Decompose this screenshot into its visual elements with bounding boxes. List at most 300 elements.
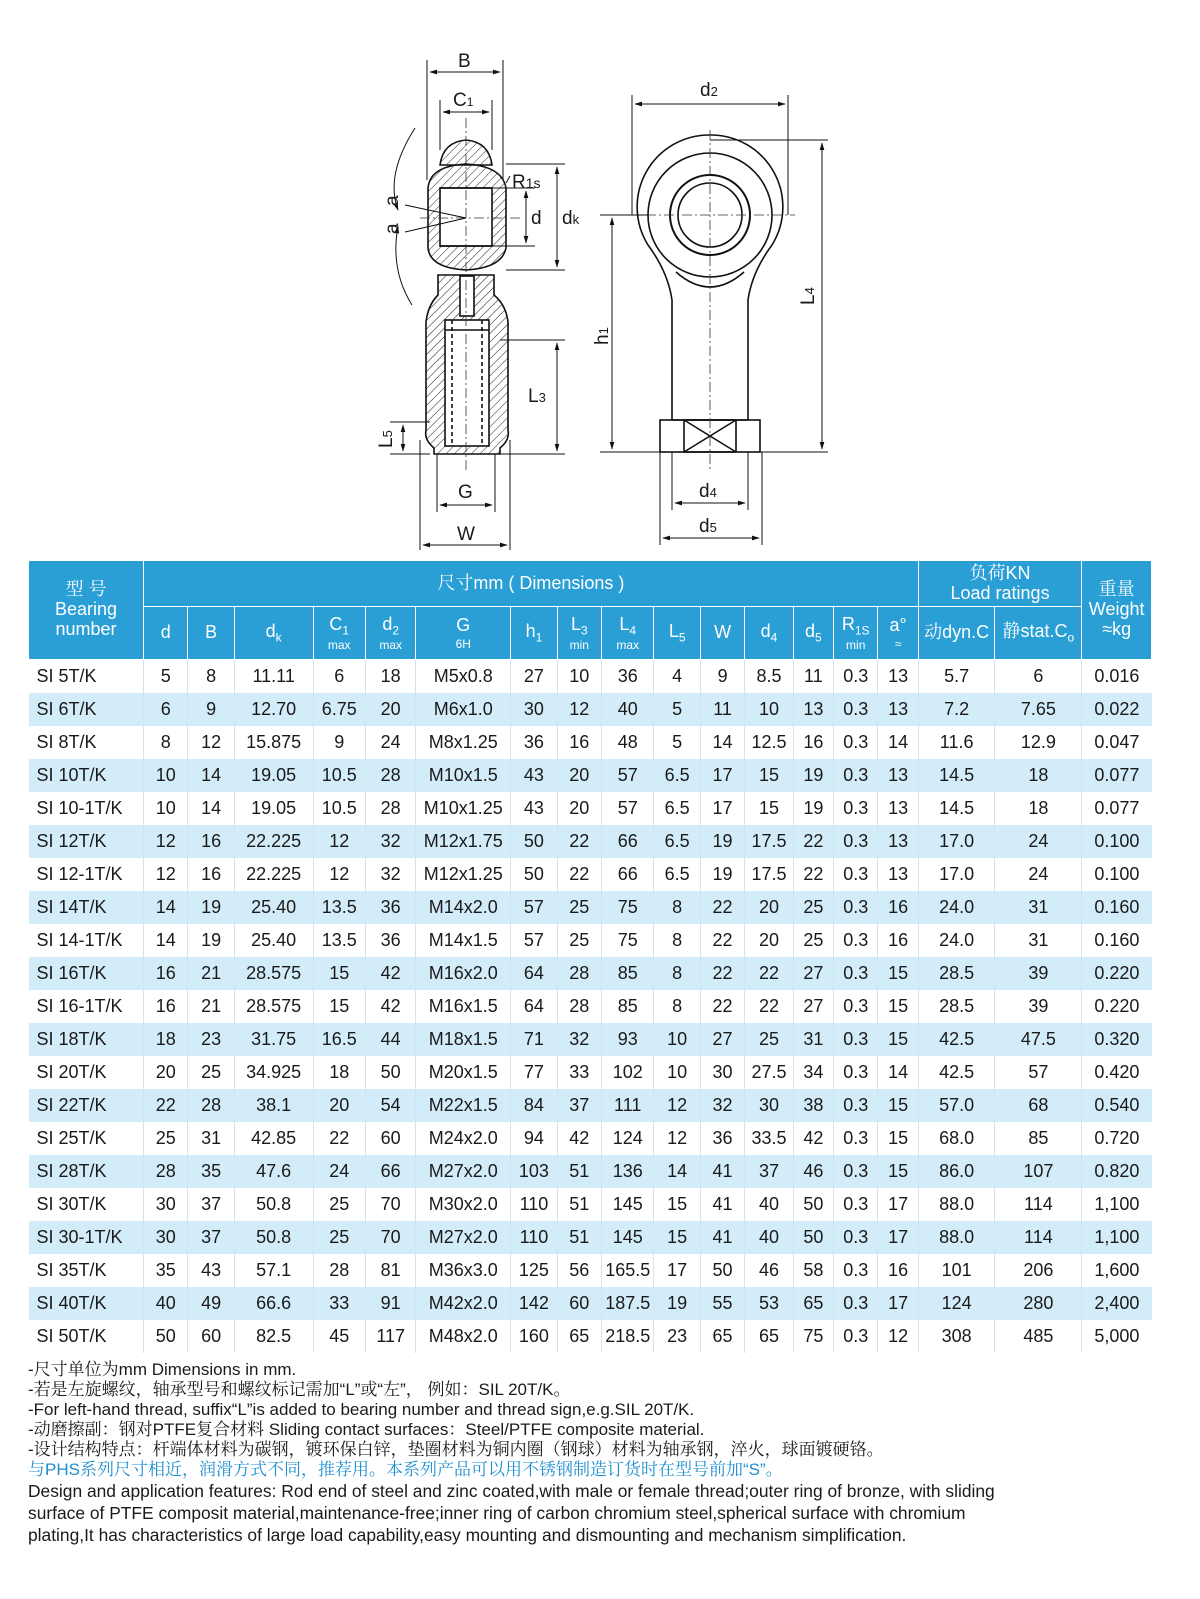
table-cell: 0.3 <box>834 1089 878 1122</box>
table-cell: 0.820 <box>1082 1155 1152 1188</box>
table-cell: 0.022 <box>1082 693 1152 726</box>
table-cell: 12 <box>144 825 188 858</box>
table-row <box>29 990 1152 1023</box>
table-cell: 57.1 <box>234 1254 313 1287</box>
table-row <box>29 1221 1152 1254</box>
table-cell: M14x2.0 <box>416 891 511 924</box>
table-cell: 14 <box>878 1056 918 1089</box>
table-cell: 25 <box>745 1023 793 1056</box>
table-cell: 0.3 <box>834 1221 878 1254</box>
table-cell: 41 <box>700 1155 744 1188</box>
bearing-number-cell: SI 28T/K <box>29 1155 144 1188</box>
table-cell: 0.3 <box>834 792 878 825</box>
table-cell: M6x1.0 <box>416 693 511 726</box>
table-cell: 6 <box>313 660 365 694</box>
table-cell: 53 <box>745 1287 793 1320</box>
table-cell: M42x2.0 <box>416 1287 511 1320</box>
table-cell: 68 <box>995 1089 1082 1122</box>
table-cell: 20 <box>745 891 793 924</box>
col-d4: $d_4$ <box>745 607 793 660</box>
table-cell: 75 <box>602 891 654 924</box>
table-cell: 187.5 <box>602 1287 654 1320</box>
table-cell: 15 <box>878 1155 918 1188</box>
table-cell: M12x1.25 <box>416 858 511 891</box>
table-cell: 40 <box>745 1188 793 1221</box>
table-cell: 0.3 <box>834 1023 878 1056</box>
table-cell: 2,400 <box>1082 1287 1152 1320</box>
table-cell: 136 <box>602 1155 654 1188</box>
table-cell: 27 <box>793 957 833 990</box>
table-cell: 24.0 <box>918 891 995 924</box>
table-cell: 20 <box>313 1089 365 1122</box>
table-cell: 165.5 <box>602 1254 654 1287</box>
table-cell: 51 <box>557 1155 601 1188</box>
table-cell: 35 <box>188 1155 234 1188</box>
note-units: -尺寸单位为mm Dimensions in mm. <box>28 1360 297 1379</box>
table-cell: 124 <box>602 1122 654 1155</box>
table-cell: 25 <box>793 891 833 924</box>
table-cell: 0.100 <box>1082 858 1152 891</box>
table-cell: 15 <box>878 1023 918 1056</box>
table-cell: 81 <box>365 1254 415 1287</box>
label-a-bottom: a <box>382 223 403 234</box>
table-row <box>29 1023 1152 1056</box>
table-cell: 16 <box>144 957 188 990</box>
table-cell: 28 <box>365 792 415 825</box>
table-cell: 44 <box>365 1023 415 1056</box>
table-cell: 8 <box>654 957 700 990</box>
table-cell: 0.3 <box>834 1320 878 1353</box>
table-cell: 15 <box>878 1089 918 1122</box>
label-h1: h1 <box>592 327 613 345</box>
table-cell: 86.0 <box>918 1155 995 1188</box>
table-cell: 110 <box>511 1188 557 1221</box>
table-cell: 0.160 <box>1082 891 1152 924</box>
table-cell: 17.0 <box>918 825 995 858</box>
table-cell: 54 <box>365 1089 415 1122</box>
table-cell: 16 <box>878 924 918 957</box>
table-cell: 24 <box>995 858 1082 891</box>
table-cell: 50 <box>793 1188 833 1221</box>
table-cell: 12 <box>654 1122 700 1155</box>
col-L3: $L_3$ min <box>557 607 601 660</box>
table-cell: 0.320 <box>1082 1023 1152 1056</box>
table-cell: 41 <box>700 1221 744 1254</box>
table-cell: 1,100 <box>1082 1188 1152 1221</box>
table-cell: 64 <box>511 957 557 990</box>
label-L3: L3 <box>528 386 546 407</box>
table-cell: M27x2.0 <box>416 1221 511 1254</box>
bearing-number-cell: SI 14-1T/K <box>29 924 144 957</box>
table-cell: 14 <box>654 1155 700 1188</box>
table-cell: M10x1.25 <box>416 792 511 825</box>
table-cell: 23 <box>654 1320 700 1353</box>
table-cell: 88.0 <box>918 1188 995 1221</box>
table-cell: 160 <box>511 1320 557 1353</box>
load-ratings-header: 负荷KN Load ratings <box>918 561 1081 607</box>
col-R1s: $R_{1S}$ min <box>834 607 878 660</box>
table-cell: 5.7 <box>918 660 995 694</box>
table-cell: 27 <box>700 1023 744 1056</box>
table-cell: 15.875 <box>234 726 313 759</box>
table-cell: 28 <box>313 1254 365 1287</box>
table-cell: 17.5 <box>745 825 793 858</box>
table-cell: 49 <box>188 1287 234 1320</box>
table-cell: 17 <box>654 1254 700 1287</box>
table-cell: 23 <box>188 1023 234 1056</box>
table-cell: 10 <box>144 759 188 792</box>
table-cell: 21 <box>188 990 234 1023</box>
table-cell: 16 <box>557 726 601 759</box>
table-cell: 12.5 <box>745 726 793 759</box>
table-cell: 0.720 <box>1082 1122 1152 1155</box>
table-cell: 43 <box>511 759 557 792</box>
table-cell: 17 <box>878 1188 918 1221</box>
table-row <box>29 858 1152 891</box>
table-cell: 82.5 <box>234 1320 313 1353</box>
table-cell: 10.5 <box>313 759 365 792</box>
table-cell: 38 <box>793 1089 833 1122</box>
table-cell: 1,600 <box>1082 1254 1152 1287</box>
table-cell: 85 <box>602 957 654 990</box>
table-cell: 0.077 <box>1082 759 1152 792</box>
table-cell: 22 <box>745 957 793 990</box>
table-cell: 31 <box>995 924 1082 957</box>
table-cell: 12 <box>188 726 234 759</box>
table-cell: 13 <box>878 825 918 858</box>
table-cell: 0.3 <box>834 693 878 726</box>
bearing-number-cell: SI 35T/K <box>29 1254 144 1287</box>
table-cell: 28 <box>557 990 601 1023</box>
table-cell: 30 <box>745 1089 793 1122</box>
bearing-number-cell: SI 16T/K <box>29 957 144 990</box>
note-left-thread-en: -For left-hand thread, suffix“L”is added to bearing number and thread sign,e.g.SIL 20T/K. <box>28 1400 695 1419</box>
col-d2: $d_2$ max <box>365 607 415 660</box>
table-cell: 28 <box>557 957 601 990</box>
table-cell: 14 <box>144 891 188 924</box>
table-cell: 10 <box>654 1023 700 1056</box>
note-recommendation: 与PHS系列尺寸相近，润滑方式不同，推荐用。本系列产品可以用不锈钢制造订货时在型号前加“S”。 <box>28 1460 783 1479</box>
table-cell: 27 <box>511 660 557 694</box>
table-cell: 31 <box>995 891 1082 924</box>
table-cell: 50 <box>511 858 557 891</box>
table-cell: 50.8 <box>234 1221 313 1254</box>
table-cell: 71 <box>511 1023 557 1056</box>
table-cell: 13 <box>878 693 918 726</box>
table-cell: 17 <box>878 1221 918 1254</box>
table-cell: 25 <box>144 1122 188 1155</box>
table-row <box>29 660 1152 694</box>
table-cell: 101 <box>918 1254 995 1287</box>
table-cell: 0.3 <box>834 990 878 1023</box>
table-cell: 10 <box>557 660 601 694</box>
table-cell: 84 <box>511 1089 557 1122</box>
label-B: B <box>458 51 471 72</box>
table-cell: M22x1.5 <box>416 1089 511 1122</box>
table-cell: 13 <box>878 792 918 825</box>
table-cell: 27.5 <box>745 1056 793 1089</box>
table-cell: 31 <box>188 1122 234 1155</box>
table-cell: 0.3 <box>834 1188 878 1221</box>
table-cell: 58 <box>793 1254 833 1287</box>
table-cell: 124 <box>918 1287 995 1320</box>
table-cell: 22 <box>700 891 744 924</box>
table-cell: 103 <box>511 1155 557 1188</box>
table-cell: 85 <box>602 990 654 1023</box>
table-cell: 51 <box>557 1221 601 1254</box>
table-cell: 50 <box>511 825 557 858</box>
table-cell: 6 <box>995 660 1082 694</box>
table-row <box>29 1155 1152 1188</box>
table-cell: 8.5 <box>745 660 793 694</box>
notes <box>28 1360 1163 1546</box>
label-L5: L5 <box>376 430 397 448</box>
table-cell: 0.100 <box>1082 825 1152 858</box>
table-cell: 5 <box>144 660 188 694</box>
table-cell: 88.0 <box>918 1221 995 1254</box>
bearing-number-cell: SI 40T/K <box>29 1287 144 1320</box>
table-cell: M18x1.5 <box>416 1023 511 1056</box>
table-cell: 14 <box>188 792 234 825</box>
table-cell: 30 <box>144 1221 188 1254</box>
note-design-en-3: plating,It has characteristics of large load capability,easy mounting and dismounting and mechanism simplification. <box>28 1525 907 1545</box>
table-row <box>29 792 1152 825</box>
table-row <box>29 693 1152 726</box>
table-cell: 70 <box>365 1188 415 1221</box>
table-cell: 57 <box>995 1056 1082 1089</box>
table-cell: 110 <box>511 1221 557 1254</box>
table-cell: 0.420 <box>1082 1056 1152 1089</box>
bearing-number-cell: SI 6T/K <box>29 693 144 726</box>
bearing-number-cell: SI 20T/K <box>29 1056 144 1089</box>
table-cell: 46 <box>793 1155 833 1188</box>
table-cell: 75 <box>602 924 654 957</box>
table-cell: 17.5 <box>745 858 793 891</box>
table-cell: 31 <box>793 1023 833 1056</box>
table-cell: 22 <box>700 990 744 1023</box>
table-cell: 14 <box>144 924 188 957</box>
table-cell: 18 <box>995 792 1082 825</box>
table-cell: 39 <box>995 957 1082 990</box>
table-cell: 36 <box>365 924 415 957</box>
table-cell: 65 <box>700 1320 744 1353</box>
table-cell: 18 <box>144 1023 188 1056</box>
table-cell: 36 <box>602 660 654 694</box>
table-cell: 19 <box>700 858 744 891</box>
table-cell: 57.0 <box>918 1089 995 1122</box>
table-cell: 24 <box>995 825 1082 858</box>
col-a: a° ≈ <box>878 607 918 660</box>
table-cell: 25.40 <box>234 924 313 957</box>
table-cell: 9 <box>313 726 365 759</box>
table-row <box>29 924 1152 957</box>
table-cell: 5 <box>654 693 700 726</box>
table-cell: 50 <box>700 1254 744 1287</box>
table-cell: 94 <box>511 1122 557 1155</box>
table-cell: 60 <box>188 1320 234 1353</box>
table-cell: 6.5 <box>654 792 700 825</box>
table-cell: 22.225 <box>234 825 313 858</box>
table-cell: 66 <box>602 858 654 891</box>
table-cell: 25 <box>557 924 601 957</box>
table-cell: 11 <box>700 693 744 726</box>
table-cell: 0.3 <box>834 825 878 858</box>
table-row <box>29 1254 1152 1287</box>
table-cell: 85 <box>995 1122 1082 1155</box>
bearing-number-cell: SI 16-1T/K <box>29 990 144 1023</box>
table-cell: 8 <box>188 660 234 694</box>
table-cell: 22 <box>557 825 601 858</box>
weight-header: 重量 Weight ≈kg <box>1082 561 1152 660</box>
table-cell: 77 <box>511 1056 557 1089</box>
col-L5: $L_5$ <box>654 607 700 660</box>
table-cell: 19.05 <box>234 792 313 825</box>
spec-table-body <box>29 660 1152 1354</box>
table-cell: 20 <box>557 792 601 825</box>
table-cell: 50.8 <box>234 1188 313 1221</box>
table-cell: 117 <box>365 1320 415 1353</box>
table-cell: 6.5 <box>654 825 700 858</box>
table-cell: 66 <box>602 825 654 858</box>
label-d5: d5 <box>699 516 717 537</box>
table-cell: M27x2.0 <box>416 1155 511 1188</box>
table-row <box>29 759 1152 792</box>
table-cell: 14 <box>878 726 918 759</box>
table-cell: M16x1.5 <box>416 990 511 1023</box>
table-cell: 7.65 <box>995 693 1082 726</box>
table-cell: 33.5 <box>745 1122 793 1155</box>
table-cell: 42 <box>365 957 415 990</box>
col-C1: $C_1$ max <box>313 607 365 660</box>
table-cell: 485 <box>995 1320 1082 1353</box>
table-cell: 28 <box>188 1089 234 1122</box>
table-cell: 125 <box>511 1254 557 1287</box>
table-cell: 15 <box>745 792 793 825</box>
table-cell: 42.85 <box>234 1122 313 1155</box>
col-d5: $d_5$ <box>793 607 833 660</box>
table-cell: 11 <box>793 660 833 694</box>
table-cell: 27 <box>793 990 833 1023</box>
table-cell: 7.2 <box>918 693 995 726</box>
table-row <box>29 957 1152 990</box>
table-cell: 0.3 <box>834 660 878 694</box>
table-cell: 12 <box>144 858 188 891</box>
table-cell: 18 <box>313 1056 365 1089</box>
bearing-number-cell: SI 10T/K <box>29 759 144 792</box>
table-cell: 8 <box>654 924 700 957</box>
table-cell: 218.5 <box>602 1320 654 1353</box>
table-cell: 10 <box>745 693 793 726</box>
table-cell: 6.5 <box>654 759 700 792</box>
table-cell: 0.3 <box>834 891 878 924</box>
table-cell: 15 <box>745 759 793 792</box>
table-cell: 16 <box>878 1254 918 1287</box>
table-cell: 0.3 <box>834 726 878 759</box>
table-cell: 13.5 <box>313 924 365 957</box>
table-cell: 25 <box>313 1221 365 1254</box>
bearing-number-cell: SI 50T/K <box>29 1320 144 1353</box>
table-cell: 33 <box>313 1287 365 1320</box>
note-design-en-2: surface of PTFE composit material,maintenance-free;inner ring of carbon chromium steel,spherical surface with chromium <box>28 1503 966 1523</box>
table-cell: 5 <box>654 726 700 759</box>
table-cell: 36 <box>511 726 557 759</box>
table-cell: 50 <box>365 1056 415 1089</box>
table-cell: 70 <box>365 1221 415 1254</box>
table-cell: 9 <box>188 693 234 726</box>
table-cell: 1,100 <box>1082 1221 1152 1254</box>
table-cell: 13 <box>878 759 918 792</box>
table-cell: 17 <box>700 759 744 792</box>
table-cell: 16 <box>188 858 234 891</box>
col-W: W <box>700 607 744 660</box>
table-cell: 22 <box>144 1089 188 1122</box>
bearing-number-cell: SI 8T/K <box>29 726 144 759</box>
table-cell: 15 <box>313 957 365 990</box>
table-cell: 6 <box>144 693 188 726</box>
bearing-number-cell: SI 10-1T/K <box>29 792 144 825</box>
table-cell: 57 <box>511 924 557 957</box>
section-view <box>426 140 509 454</box>
table-cell: 42.5 <box>918 1023 995 1056</box>
table-cell: 31.75 <box>234 1023 313 1056</box>
table-cell: 37 <box>557 1089 601 1122</box>
table-cell: 16 <box>188 825 234 858</box>
table-cell: 28.5 <box>918 957 995 990</box>
table-row <box>29 825 1152 858</box>
table-cell: 42 <box>793 1122 833 1155</box>
label-d: d <box>531 208 542 229</box>
table-cell: 16 <box>878 891 918 924</box>
table-cell: 18 <box>995 759 1082 792</box>
table-cell: 39 <box>995 990 1082 1023</box>
table-cell: 14 <box>188 759 234 792</box>
table-row <box>29 1122 1152 1155</box>
table-cell: M12x1.75 <box>416 825 511 858</box>
table-cell: 11.6 <box>918 726 995 759</box>
table-cell: 10 <box>654 1056 700 1089</box>
table-cell: 0.016 <box>1082 660 1152 694</box>
table-cell: M16x2.0 <box>416 957 511 990</box>
table-cell: 35 <box>144 1254 188 1287</box>
table-cell: 50 <box>793 1221 833 1254</box>
table-cell: 0.540 <box>1082 1089 1152 1122</box>
table-cell: 15 <box>878 957 918 990</box>
table-cell: 65 <box>557 1320 601 1353</box>
table-cell: 19 <box>793 792 833 825</box>
table-cell: 57 <box>511 891 557 924</box>
note-design-en-1: Design and application features: Rod end of steel and zinc coated,with male or female thread;outer ring of bronze, with sliding <box>28 1481 995 1501</box>
table-cell: 28.5 <box>918 990 995 1023</box>
table-cell: 22 <box>793 858 833 891</box>
table-cell: 19 <box>188 924 234 957</box>
col-L4: $L_4$ max <box>602 607 654 660</box>
bearing-number-cell: SI 12-1T/K <box>29 858 144 891</box>
table-cell: 25.40 <box>234 891 313 924</box>
table-cell: 40 <box>144 1287 188 1320</box>
bearing-number-cell: SI 12T/K <box>29 825 144 858</box>
table-cell: 60 <box>365 1122 415 1155</box>
table-cell: 36 <box>700 1122 744 1155</box>
table-cell: 25 <box>793 924 833 957</box>
table-cell: 13.5 <box>313 891 365 924</box>
col-dk: $d_k$ <box>234 607 313 660</box>
table-cell: 12 <box>878 1320 918 1353</box>
table-cell: 28 <box>144 1155 188 1188</box>
table-cell: 40 <box>745 1221 793 1254</box>
table-cell: 8 <box>654 990 700 1023</box>
table-cell: 93 <box>602 1023 654 1056</box>
table-cell: 32 <box>700 1089 744 1122</box>
